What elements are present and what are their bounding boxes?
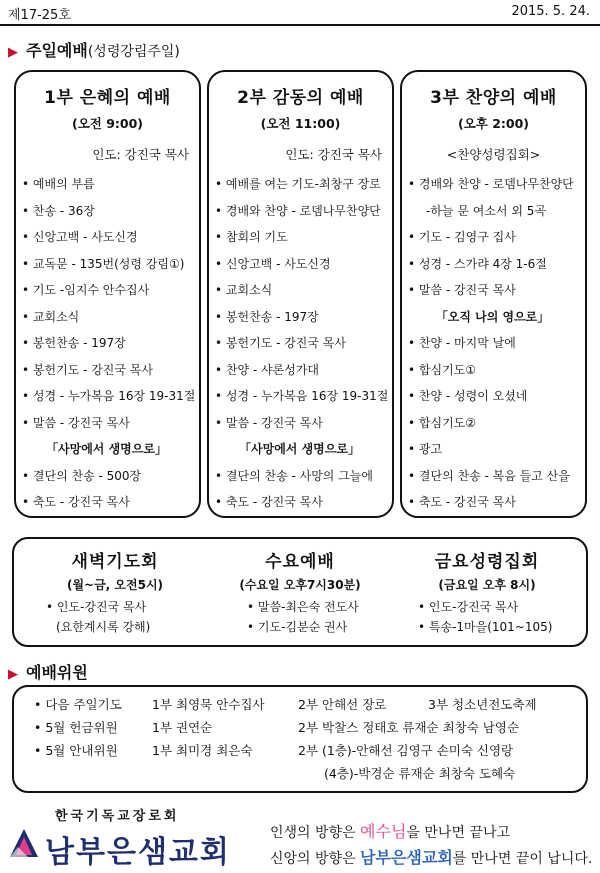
order-item: • 성경 - 누가복음 16장 19-31절 bbox=[215, 389, 389, 403]
order-item: • 찬양 - 샤론성가대 bbox=[215, 362, 319, 377]
church-name-logo: 남부은샘교회 bbox=[45, 835, 231, 870]
slogan-text: 신앙의 방향은 bbox=[270, 851, 361, 867]
order-list bbox=[16, 171, 199, 516]
staff-row bbox=[14, 741, 586, 763]
weekday-title: 수요예배 bbox=[265, 552, 335, 572]
staff-names: 1부 최미경 최은숙 bbox=[152, 743, 253, 758]
order-list bbox=[209, 171, 392, 516]
weekday-service-friday bbox=[394, 547, 580, 636]
order-item: • 말씀 - 강진국 목사 bbox=[22, 415, 130, 430]
staff-box bbox=[12, 685, 588, 793]
slogan-line-1 bbox=[270, 819, 510, 842]
weekday-title: 새벽기도회 bbox=[71, 552, 159, 572]
weekday-time: (수요일 오후7시30분) bbox=[239, 578, 361, 592]
staff-row bbox=[14, 764, 586, 786]
order-item: • 성경 - 누가복음 16장 19-31절 bbox=[22, 389, 196, 403]
weekday-line: • 특송-1마을(101~105) bbox=[418, 620, 553, 634]
order-item: • 예배를 여는 기도-최창구 장로 bbox=[215, 177, 381, 191]
order-item: • 봉헌기도 - 강진국 목사 bbox=[215, 336, 346, 350]
weekday-services-box bbox=[12, 537, 588, 647]
footer bbox=[0, 805, 600, 873]
order-item: • 합심기도② bbox=[408, 415, 477, 430]
service-leader: 인도: 강진국 목사 bbox=[285, 147, 382, 162]
order-item: • 예배의 부름 bbox=[22, 177, 95, 191]
section-title: 주일예배 bbox=[26, 41, 88, 60]
triangle-bullet-icon: ▶ bbox=[8, 667, 18, 682]
bulletin-header bbox=[8, 4, 592, 22]
staff-names: (4층)-박경순 류재순 최창숙 도혜숙 bbox=[324, 766, 516, 781]
staff-names: 1부 최영묵 안수집사 bbox=[152, 697, 265, 712]
order-item: • 기도 -임지수 안수집사 bbox=[22, 283, 150, 297]
service-title: 2부 감동의 예배 bbox=[237, 88, 364, 108]
bulletin-date: 2015. 5. 24. bbox=[511, 4, 590, 19]
order-item: • 신앙고백 - 사도신경 bbox=[22, 230, 138, 244]
order-item: • 결단의 찬송 - 복음 들고 산을 bbox=[408, 468, 570, 483]
staff-names: 1부 권연순 bbox=[152, 720, 213, 735]
section-sunday-worship bbox=[8, 38, 180, 60]
slogan-text: 를 만나면 끝이 납니다. bbox=[452, 851, 593, 867]
order-item: • 말씀 - 강진국 목사 bbox=[408, 283, 516, 297]
weekday-line: • 말씀-최은숙 전도사 bbox=[247, 600, 359, 614]
weekday-line: • 기도-김분순 권사 bbox=[247, 620, 348, 634]
service-card-2 bbox=[207, 70, 394, 518]
order-list bbox=[402, 171, 585, 516]
order-item: • 결단의 찬송 - 사망의 그늘에 bbox=[215, 468, 373, 483]
staff-names: 2부 (1층)-안해선 김영구 손미숙 신영랑 bbox=[298, 743, 514, 758]
header-divider bbox=[0, 24, 600, 26]
order-item: • 신앙고백 - 사도신경 bbox=[215, 256, 331, 271]
order-item: • 기도 - 김영구 집사 bbox=[408, 230, 516, 244]
order-item: • 합심기도① bbox=[408, 362, 477, 377]
order-item: • 찬양 - 마지막 날에 bbox=[408, 336, 516, 350]
service-time: (오전 9:00) bbox=[71, 116, 144, 131]
weekday-title: 금요성령집회 bbox=[434, 552, 540, 572]
staff-names: 2부 박찰스 정태호 류재순 최창숙 남영순 bbox=[298, 720, 520, 735]
staff-role: • 다음 주일기도 bbox=[34, 697, 122, 712]
service-card-3 bbox=[400, 70, 587, 518]
order-item: • 결단의 찬송 - 500장 bbox=[22, 468, 142, 483]
staff-names: 2부 안해선 장로 bbox=[298, 697, 387, 712]
order-item: • 교회소식 bbox=[22, 309, 80, 324]
service-title: 3부 찬양의 예배 bbox=[430, 88, 557, 108]
order-item: • 광고 bbox=[408, 442, 443, 456]
order-item-continued: -하늘 문 여소서 외 5곡 bbox=[426, 203, 546, 218]
service-time: (오전 11:00) bbox=[260, 116, 341, 131]
section-subtitle: (성령강림주일) bbox=[87, 44, 180, 60]
triangle-bullet-icon: ▶ bbox=[8, 45, 18, 60]
service-subtitle: <찬양성령집회> bbox=[446, 147, 541, 162]
weekday-service-wednesday bbox=[207, 547, 393, 636]
church-logo-icon bbox=[8, 827, 40, 861]
slogan-highlight: 남부은샘교회 bbox=[360, 848, 453, 867]
service-leader: 인도: 강진국 목사 bbox=[92, 147, 189, 162]
order-item: • 봉헌찬송 - 197장 bbox=[215, 309, 319, 324]
weekday-service-dawn bbox=[22, 547, 208, 636]
order-item: • 교회소식 bbox=[215, 283, 273, 297]
weekday-line: • 인도-강진국 목사 bbox=[46, 600, 147, 614]
staff-row bbox=[14, 695, 586, 717]
service-title: 1부 은혜의 예배 bbox=[44, 88, 171, 108]
order-item: • 축도 - 강진국 목사 bbox=[22, 495, 130, 509]
sermon-title: 「사망에서 생명으로」 bbox=[239, 442, 360, 456]
sermon-title: 「사망에서 생명으로」 bbox=[46, 442, 167, 456]
section-worship-committee bbox=[8, 660, 88, 682]
weekday-time: (월~금, 오전5시) bbox=[66, 578, 164, 592]
slogan-highlight: 예수님 bbox=[360, 822, 407, 841]
slogan-line-2 bbox=[270, 845, 592, 868]
order-item: • 찬양 - 성령이 오셨네 bbox=[408, 389, 528, 403]
staff-role: • 5월 안내위원 bbox=[34, 743, 118, 758]
order-item: • 축도 - 강진국 목사 bbox=[408, 495, 516, 509]
slogan-text: 인생의 방향은 bbox=[270, 825, 361, 841]
section-title: 예배위원 bbox=[26, 663, 88, 682]
order-item: • 봉헌찬송 - 197장 bbox=[22, 336, 126, 350]
order-item: • 찬송 - 36장 bbox=[22, 203, 95, 218]
issue-number: 제17-25호 bbox=[8, 8, 71, 23]
service-card-1 bbox=[14, 70, 201, 518]
staff-names: 3부 청소년전도축제 bbox=[428, 697, 537, 712]
order-item: • 교독문 - 135번(성령 강림①) bbox=[22, 256, 185, 271]
slogan-text: 을 만나면 끝나고 bbox=[406, 825, 510, 841]
order-item: • 축도 - 강진국 목사 bbox=[215, 495, 323, 509]
order-item: • 참회의 기도 bbox=[215, 230, 288, 244]
order-item: • 성경 - 스가랴 4장 1-6절 bbox=[408, 256, 547, 271]
service-time: (오후 2:00) bbox=[457, 116, 530, 131]
denomination-name: 한국기독교장로회 bbox=[55, 809, 180, 824]
sermon-title: 「오직 나의 영으로」 bbox=[435, 309, 550, 324]
order-item: • 말씀 - 강진국 목사 bbox=[215, 415, 323, 430]
staff-role: • 5월 헌금위원 bbox=[34, 720, 118, 735]
order-item: • 봉헌기도 - 강진국 목사 bbox=[22, 362, 153, 377]
order-item: • 경배와 찬양 - 로뎀나무찬양단 bbox=[408, 177, 574, 191]
weekday-line: (요한계시록 강해) bbox=[56, 620, 151, 634]
staff-row bbox=[14, 718, 586, 740]
weekday-time: (금요일 오후 8시) bbox=[438, 578, 536, 592]
order-item: • 경배와 찬양 - 로뎀나무찬양단 bbox=[215, 203, 381, 218]
weekday-line: • 인도-강진국 목사 bbox=[418, 600, 519, 614]
